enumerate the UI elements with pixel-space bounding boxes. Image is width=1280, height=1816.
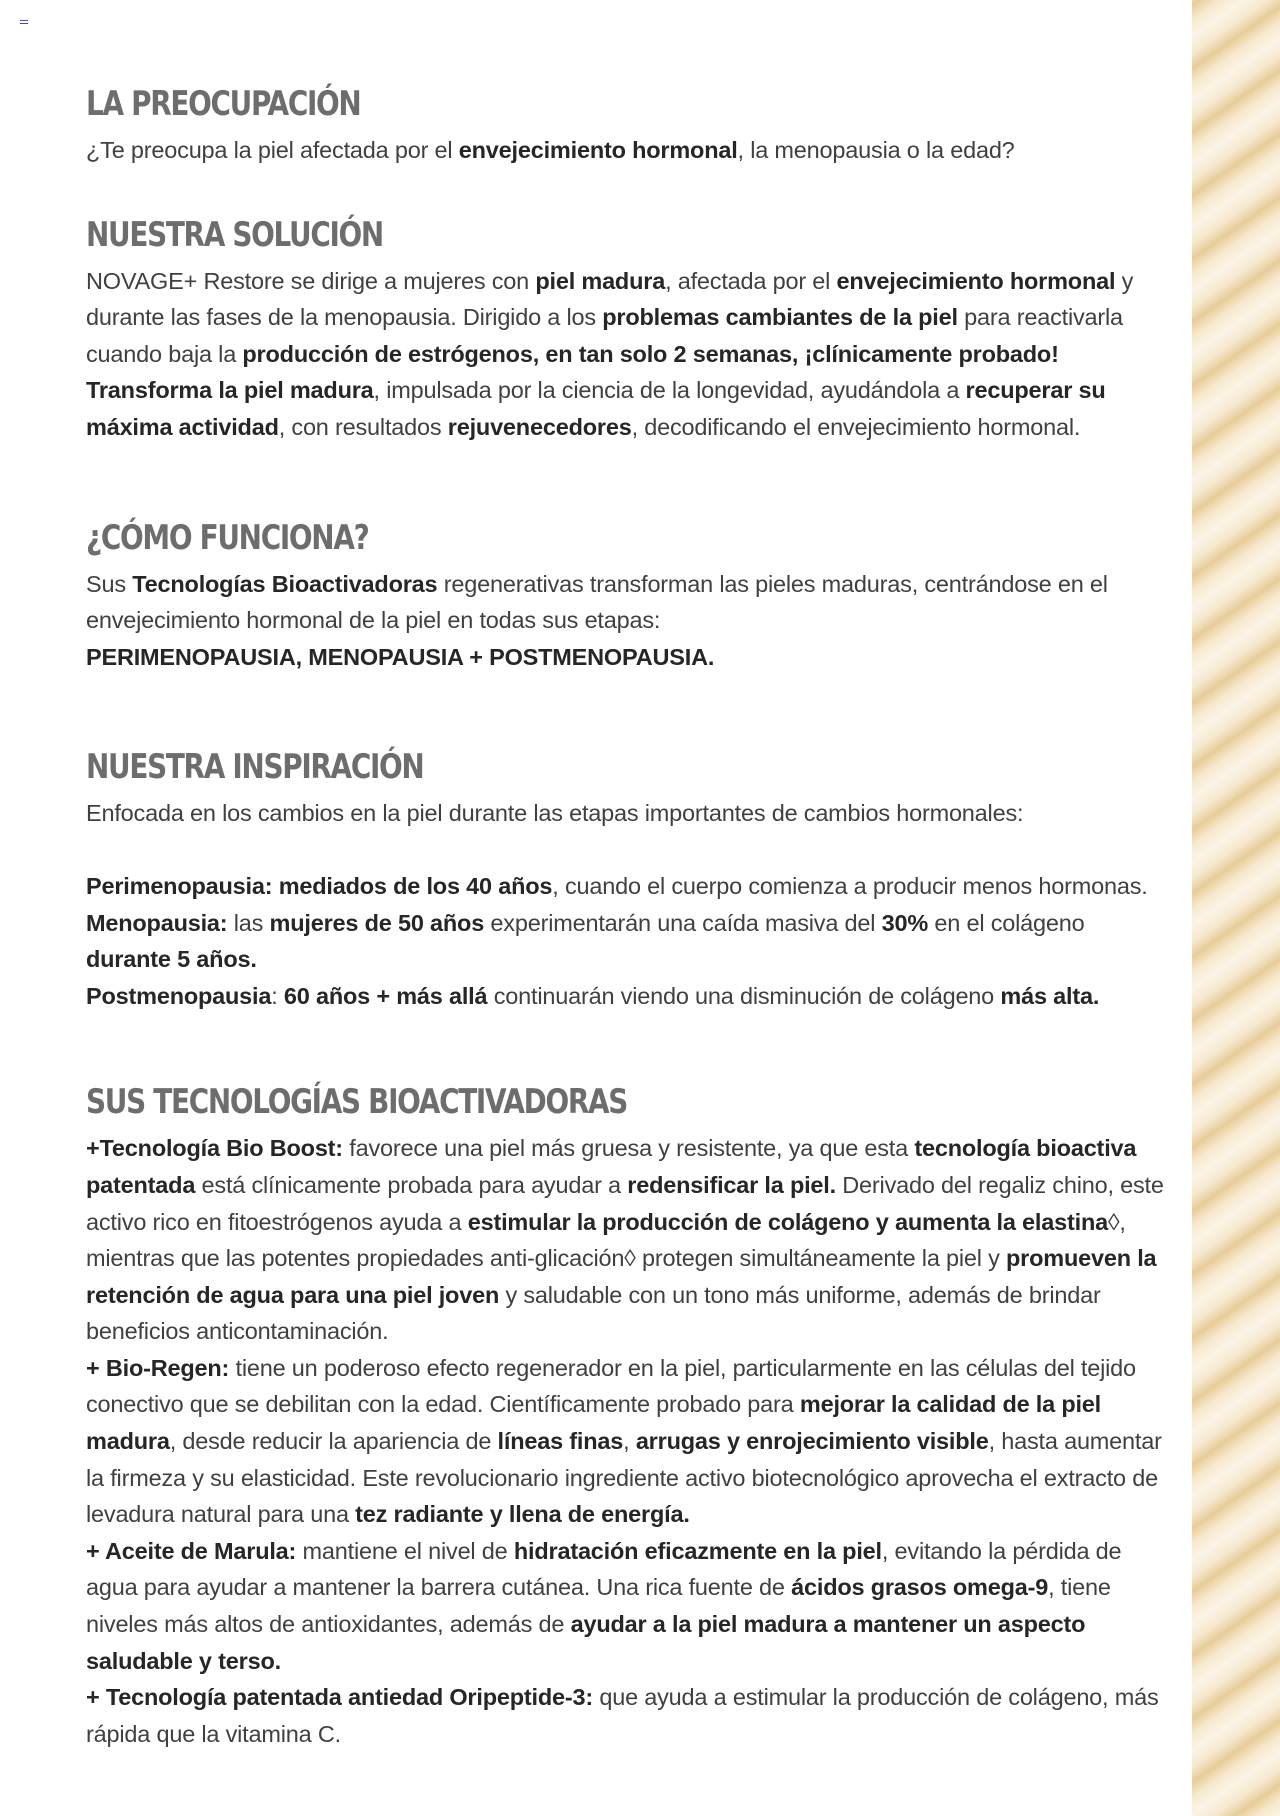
article xyxy=(86,78,1166,1752)
heading-solution: NUESTRA SOLUCIÓN xyxy=(86,214,383,255)
technologies-text: +Tecnología Bio Boost: favorece una piel más gruesa y resistente, ya que esta tecnología bioactiva patentada está clínicamente probada para ayudar a redensificar la piel. Derivado del regaliz chino, este activo rico en fitoestrógenos ayuda a estimular la producción de colágeno y aumenta la elastina◊, mientras que las potentes propiedades anti-glicación◊ protegen simultáneamente la piel y promueven la retención de agua para una piel joven y saludable con un tono más uniforme, además de brindar beneficios anticontaminación. + Bio-Regen: tiene un poderoso efecto regenerador en la piel, particularmente en las células del tejido conectivo que se debilitan con la edad. Científicamente probado para mejorar la calidad de la piel madura, desde reducir la apariencia de líneas finas, arrugas y enrojecimiento visible, hasta aumentar la firmeza y su elasticidad. Este revolucionario ingrediente activo biotecnológico aprovecha el extracto de levadura natural para una tez radiante y llena de energía. + Aceite de Marula: mantiene el nivel de hidratación eficazmente en la piel, evitando la pérdida de agua para ayudar a mantener la barrera cutánea. Una rica fuente de ácidos grasos omega-9, tiene niveles más altos de antioxidantes, además de ayudar a la piel madura a mantener un aspecto saludable y terso. + Tecnología patentada antiedad Oripeptide-3: que ayuda a estimular la producción de colágeno, más rápida que la vitamina C. xyxy=(86,1135,1164,1747)
heading-technologies: SUS TECNOLOGÍAS BIOACTIVADORAS xyxy=(86,1082,628,1123)
inspiration-stages: Perimenopausia: mediados de los 40 años, cuando el cuerpo comienza a producir menos hormonas. Menopausia: las mujeres de 50 años experimentarán una caída masiva del 30% en el colágeno durante 5 años. Postmenopausia: 60 años + más allá continuarán viendo una disminución de colágeno más alta. xyxy=(86,872,1148,1009)
heading-how-it-works: ¿CÓMO FUNCIONA? xyxy=(86,517,369,558)
section-concern xyxy=(86,78,1166,169)
cream-texture-decoration xyxy=(1192,0,1280,1816)
inspiration-intro: Enfocada en los cambios en la piel durante las etapas importantes de cambios hormonales: xyxy=(86,800,1024,827)
heading-concern: LA PREOCUPACIÓN xyxy=(86,84,361,124)
section-solution xyxy=(86,209,1166,446)
section-how-it-works xyxy=(86,512,1166,676)
section-inspiration xyxy=(86,741,1166,1014)
concern-text: ¿Te preocupa la piel afectada por el envejecimiento hormonal, la menopausia o la edad? xyxy=(86,137,1015,163)
heading-inspiration: NUESTRA INSPIRACIÓN xyxy=(86,747,424,788)
solution-text: NOVAGE+ Restore se dirige a mujeres con piel madura, afectada por el envejecimiento hormonal y durante las fases de la menopausia. Dirigido a los problemas cambiantes de la piel para reactivarla cuando baja la producción de estrógenos, en tan solo 2 semanas, ¡clínicamente probado! Transforma la piel madura, impulsada por la ciencia de la longevidad, ayudándola a recuperar su máxima actividad, con resultados rejuvenecedores, decodificando el envejecimiento hormonal. xyxy=(86,267,1134,440)
how-text: Sus Tecnologías Bioactivadoras regenerativas transforman las pieles maduras, centrándose en el envejecimiento hormonal de la piel en todas sus etapas: PERIMENOPAUSIA, MENOPAUSIA + POSTMENOPAUSIA. xyxy=(86,570,1108,670)
menu-icon[interactable] xyxy=(20,20,28,26)
section-technologies xyxy=(86,1076,1166,1752)
